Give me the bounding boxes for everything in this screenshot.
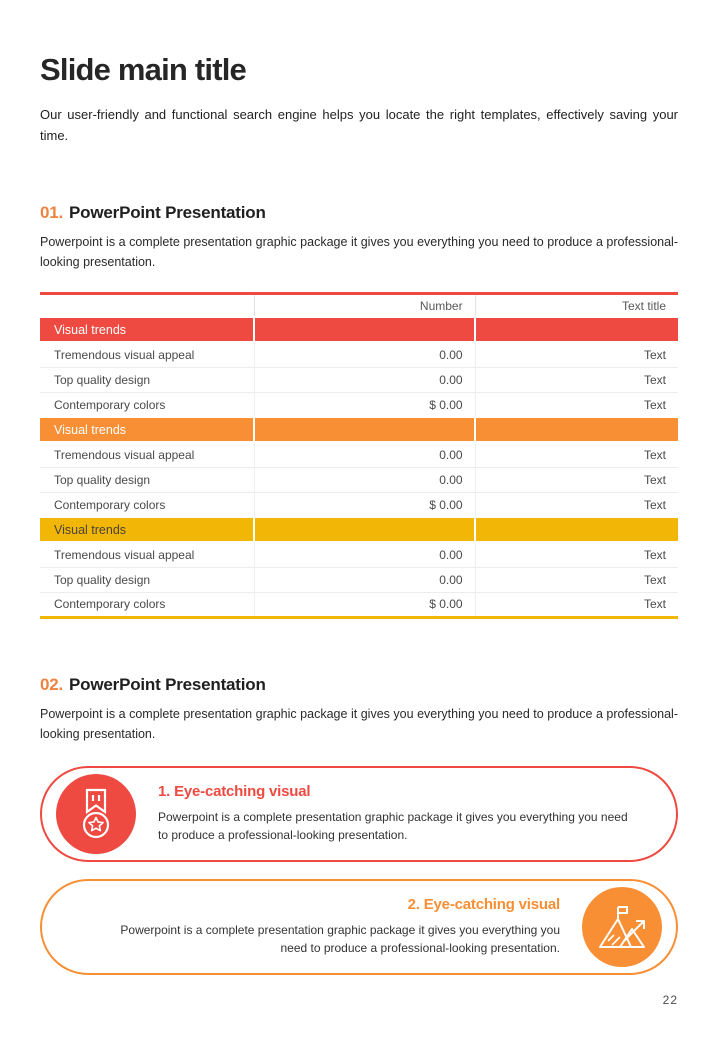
intro-paragraph: Our user-friendly and functional search engine helps you locate the right templates, effectively saving your time. (40, 107, 678, 144)
group-banner-cell (254, 417, 475, 442)
card-1-body: Powerpoint is a complete presentation graphic package it gives you everything you need to produce a professional-looking presentation. (158, 809, 628, 843)
group-banner-label: Visual trends (40, 417, 254, 442)
mountain-badge (582, 887, 662, 967)
table-row (40, 442, 678, 467)
page-number: 22 (662, 993, 678, 1007)
table-header-empty (40, 293, 254, 317)
visual-card-2 (40, 879, 678, 975)
row-number: $ 0.00 (254, 592, 475, 617)
section-title: PowerPoint Presentation (69, 202, 266, 222)
row-number: 0.00 (254, 442, 475, 467)
row-text: Text (475, 567, 678, 592)
row-label: Top quality design (40, 467, 254, 492)
medal-icon (72, 786, 120, 842)
row-label: Tremendous visual appeal (40, 342, 254, 367)
page-title: Slide main title (40, 52, 246, 87)
table-row (40, 542, 678, 567)
table-row (40, 592, 678, 617)
row-text: Text (475, 467, 678, 492)
medal-badge (56, 774, 136, 854)
card-1-title: 1. Eye-catching visual (158, 782, 311, 800)
section-01 (40, 203, 678, 619)
card-2-title: 2. Eye-catching visual (407, 895, 560, 913)
row-text: Text (475, 367, 678, 392)
table-group-banner (40, 417, 678, 442)
row-text: Text (475, 542, 678, 567)
group-banner-cell (475, 517, 678, 542)
row-number: 0.00 (254, 467, 475, 492)
row-text: Text (475, 592, 678, 617)
row-label: Contemporary colors (40, 392, 254, 417)
row-number: 0.00 (254, 567, 475, 592)
table-header-number: Number (254, 293, 475, 317)
group-banner-label: Visual trends (40, 317, 254, 342)
row-text: Text (475, 492, 678, 517)
row-label: Tremendous visual appeal (40, 442, 254, 467)
row-text: Text (475, 442, 678, 467)
section-title: PowerPoint Presentation (69, 674, 266, 694)
row-number: $ 0.00 (254, 392, 475, 417)
card-2-text (65, 896, 582, 958)
table-group-banner (40, 317, 678, 342)
row-text: Text (475, 342, 678, 367)
table-header-text-title: Text title (475, 293, 678, 317)
visual-card-1 (40, 766, 678, 862)
table-row (40, 492, 678, 517)
table-row (40, 392, 678, 417)
slide-content (40, 0, 678, 975)
table-row (40, 367, 678, 392)
visual-cards (40, 766, 678, 975)
section-02-heading (40, 675, 678, 695)
card-1-text (136, 783, 658, 845)
table-group-banner (40, 517, 678, 542)
data-table (40, 292, 678, 619)
section-01-heading (40, 203, 678, 223)
row-text: Text (475, 392, 678, 417)
section-number: 01. (40, 202, 64, 222)
group-banner-cell (254, 317, 475, 342)
table-row (40, 467, 678, 492)
row-number: $ 0.00 (254, 492, 475, 517)
row-label: Tremendous visual appeal (40, 542, 254, 567)
row-number: 0.00 (254, 542, 475, 567)
row-label: Top quality design (40, 367, 254, 392)
group-banner-cell (475, 417, 678, 442)
group-banner-cell (475, 317, 678, 342)
section-01-body: Powerpoint is a complete presentation graphic package it gives you everything you need to produce a professional-looking presentation. (40, 234, 678, 269)
card-2-body: Powerpoint is a complete presentation graphic package it gives you everything you need to produce a professional-looking presentation. (120, 922, 560, 956)
table-header-row (40, 293, 678, 317)
table-row (40, 342, 678, 367)
row-label: Contemporary colors (40, 592, 254, 617)
group-banner-cell (254, 517, 475, 542)
section-02-body: Powerpoint is a complete presentation graphic package it gives you everything you need to produce a professional-looking presentation. (40, 706, 678, 741)
group-banner-label: Visual trends (40, 517, 254, 542)
row-label: Contemporary colors (40, 492, 254, 517)
row-label: Top quality design (40, 567, 254, 592)
row-number: 0.00 (254, 342, 475, 367)
table-row (40, 567, 678, 592)
section-number: 02. (40, 674, 64, 694)
mountain-flag-icon (594, 901, 650, 953)
row-number: 0.00 (254, 367, 475, 392)
section-02 (40, 675, 678, 975)
